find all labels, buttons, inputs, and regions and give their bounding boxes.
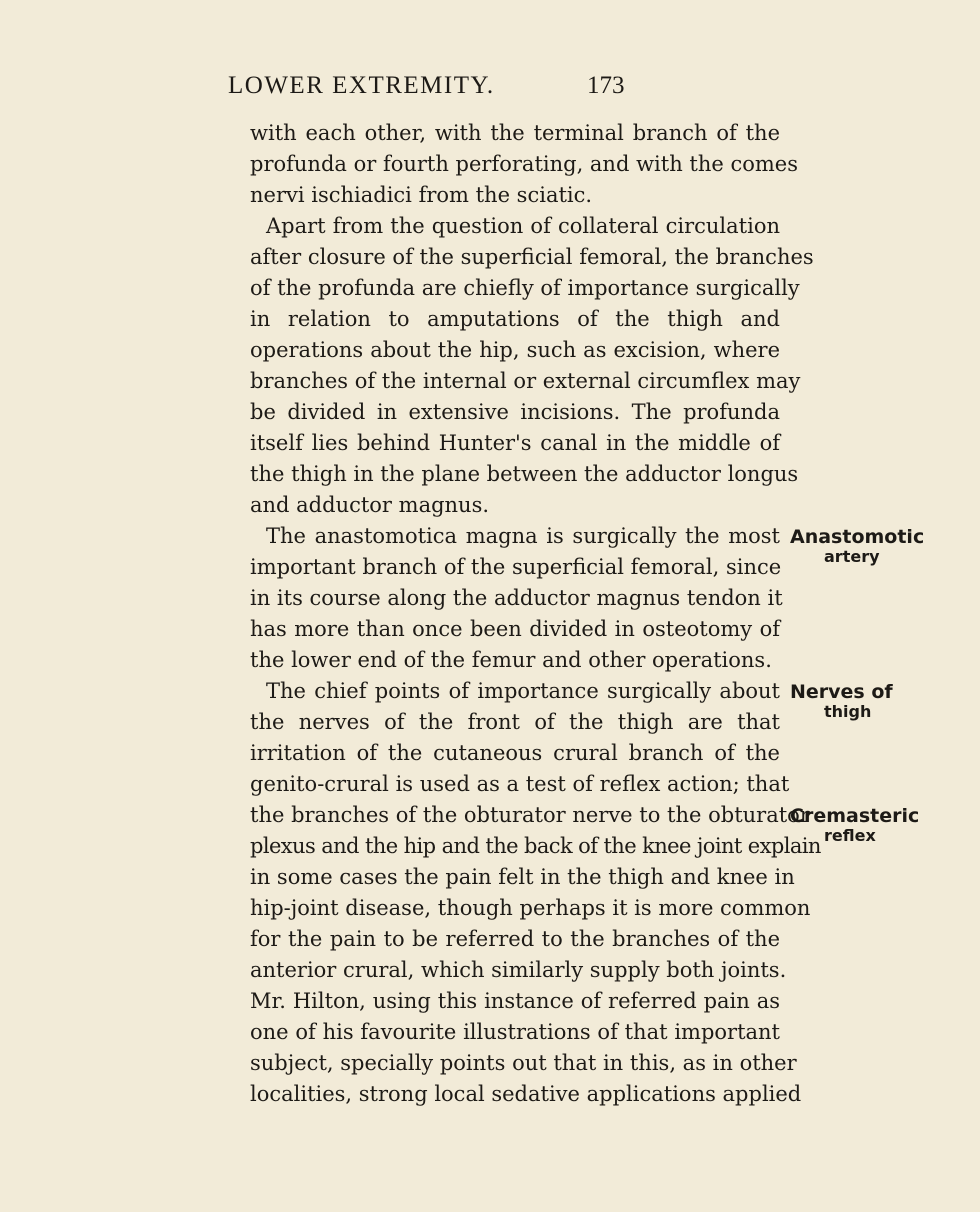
text-line: be divided in extensive incisions. The profunda [250,400,780,424]
text-line: and adductor magnus. [250,493,490,517]
text-line: The anastomotica magna is surgically the most [266,524,780,548]
text-line: profunda or fourth perforating, and with the comes [250,152,798,176]
text-line: after closure of the superficial femoral, the branches [250,245,814,269]
text-line: The chief points of importance surgically about [266,679,780,703]
text-line: has more than once been divided in osteotomy of [250,617,780,641]
page-number: 173 [587,72,625,99]
text-line: plexus and the hip and the back of the knee joint explain [250,834,821,858]
running-title: LOWER EXTREMITY. [228,72,495,99]
text-line: Apart from the question of collateral circulation [266,214,780,238]
text-line: with each other, with the terminal branch of the [250,121,780,145]
margin-note-title: Anastomotic [790,526,925,548]
text-line: the lower end of the femur and other operations. [250,648,772,672]
margin-note-title: Cremasteric [790,805,920,827]
text-line: in relation to amputations of the thigh and [250,307,780,331]
text-line: irritation of the cutaneous crural branch of the [250,741,780,765]
margin-note-anastomotic-artery [790,526,980,566]
text-line: in its course along the adductor magnus tendon it [250,586,783,610]
text-line: nervi ischiadici from the sciatic. [250,183,593,207]
text-line: in some cases the pain felt in the thigh and knee in [250,865,795,889]
text-line: anterior crural, which similarly supply both joints. [250,958,787,982]
text-line: important branch of the superficial femoral, since [250,555,782,579]
text-line: genito-crural is used as a test of reflex action; that [250,772,790,796]
text-line: subject, specially points out that in this, as in other [250,1051,797,1075]
margin-note-cremasteric-reflex [790,805,980,845]
margin-note-subtitle: reflex [824,826,876,845]
text-line: the branches of the obturator nerve to the obturator [250,803,810,827]
text-line: one of his favourite illustrations of that important [250,1020,780,1044]
text-line: Mr. Hilton, using this instance of referred pain as [250,989,780,1013]
text-line: localities, strong local sedative applications applied [250,1082,802,1106]
text-line: branches of the internal or external circumflex may [250,369,801,393]
text-line: hip-joint disease, though perhaps it is more common [250,896,811,920]
text-line: the nerves of the front of the thigh are that [250,710,780,734]
text-line: operations about the hip, such as excision, where [250,338,780,362]
margin-note-title: Nerves of [790,681,893,703]
margin-note-subtitle: thigh [824,702,872,721]
margin-note-subtitle: artery [824,547,880,566]
text-line: itself lies behind Hunter's canal in the middle of [250,431,780,455]
text-line: the thigh in the plane between the adductor longus [250,462,799,486]
text-line: of the profunda are chiefly of importance surgically [250,276,800,300]
text-line: for the pain to be referred to the branches of the [250,927,780,951]
margin-note-nerves-of-thigh [790,681,980,721]
